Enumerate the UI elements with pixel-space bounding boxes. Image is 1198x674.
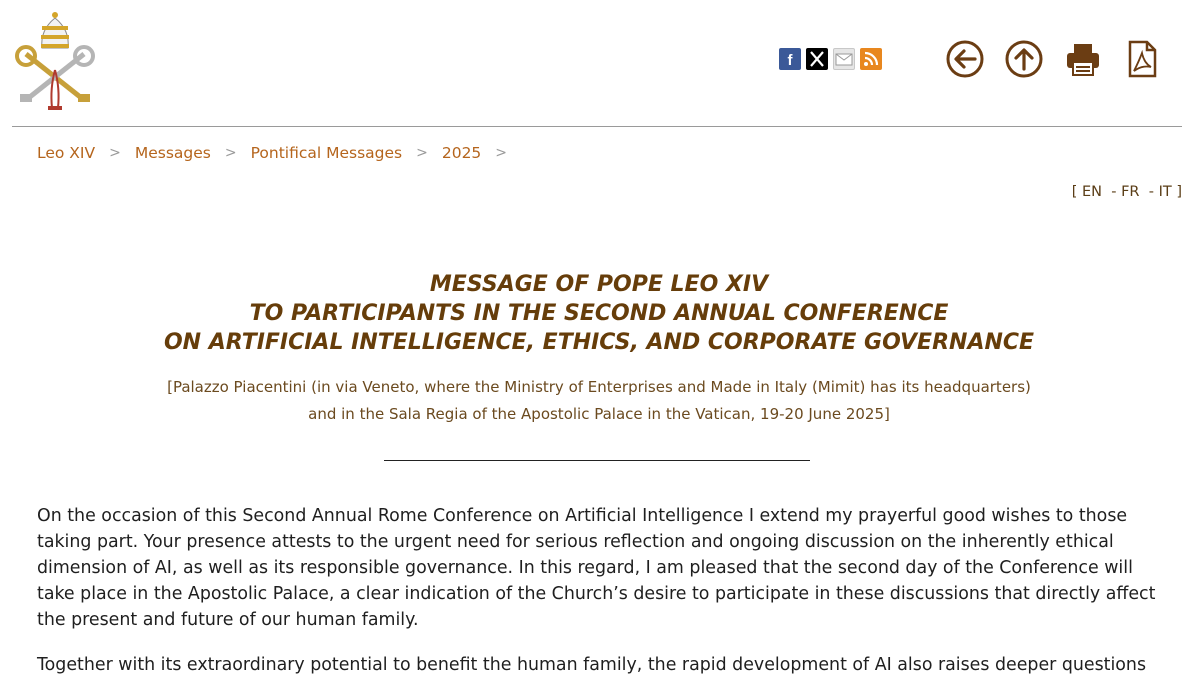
language-selector: [ EN - FR - IT ] — [1071, 184, 1182, 200]
chevron-right-icon: > — [109, 145, 121, 161]
papal-coat-of-arms-logo[interactable] — [12, 8, 98, 112]
email-icon[interactable] — [833, 48, 855, 70]
title-divider — [384, 460, 810, 461]
breadcrumb-2025[interactable]: 2025 — [441, 144, 482, 162]
rss-icon[interactable] — [860, 48, 882, 70]
chevron-right-icon: > — [224, 145, 237, 161]
facebook-icon[interactable] — [779, 48, 801, 70]
social-share-bar — [779, 48, 882, 70]
up-icon[interactable] — [1003, 38, 1045, 80]
subtitle-line-1: [Palazzo Piacentini (in via Veneto, where the Ministry of Enterprises and Made in Italy (Mimit) has its headquarters) — [167, 378, 1031, 396]
document-subtitle — [0, 374, 1198, 428]
breadcrumb — [37, 144, 521, 162]
pdf-icon[interactable] — [1121, 38, 1163, 80]
chevron-right-icon: > — [495, 145, 508, 161]
language-fr-link[interactable]: FR — [1121, 184, 1140, 200]
title-line-2: TO PARTICIPANTS IN THE SECOND ANNUAL CONFERENCE — [249, 301, 949, 326]
header-divider — [12, 126, 1182, 127]
title-line-1: MESSAGE OF POPE LEO XIV — [429, 272, 769, 297]
print-icon[interactable] — [1062, 38, 1104, 80]
language-it-link[interactable]: IT — [1158, 184, 1172, 200]
x-icon[interactable] — [806, 48, 828, 70]
breadcrumb-leo-xiv[interactable]: Leo XIV — [37, 144, 96, 162]
page-tools-bar — [944, 38, 1163, 80]
subtitle-line-2: and in the Sala Regia of the Apostolic Palace in the Vatican, 19-20 June 2025] — [308, 405, 890, 423]
title-line-3: ON ARTIFICIAL INTELLIGENCE, ETHICS, AND CORPORATE GOVERNANCE — [163, 330, 1035, 355]
language-en-link[interactable]: EN — [1082, 184, 1103, 200]
body-paragraph-1: On the occasion of this Second Annual Rome Conference on Artificial Intelligence I extend my prayerful good wishes to those taking part. Your presence attests to the urgent need for serious reflection and ongoing discussion on the inherently ethical dimension of AI, as well as its responsible governance. In this regard, I am pleased that the second day of the Conference will take place in the Apostolic Palace, a clear indication of the Church’s desire to participate in these discussions that directly affect the present and future of our human family. — [37, 506, 1156, 630]
breadcrumb-pontifical-messages[interactable]: Pontifical Messages — [250, 144, 403, 162]
document-body — [37, 503, 1161, 674]
breadcrumb-messages[interactable]: Messages — [134, 144, 211, 162]
svg-text:f: f — [787, 52, 793, 69]
language-bracket-open: [ — [1071, 184, 1078, 200]
document-title — [0, 270, 1198, 357]
language-bracket-close: ] — [1176, 184, 1182, 200]
body-paragraph-2: Together with its extraordinary potential to benefit the human family, the rapid development of AI also raises deeper questions — [37, 655, 1147, 674]
chevron-right-icon: > — [416, 145, 428, 161]
back-icon[interactable] — [944, 38, 986, 80]
